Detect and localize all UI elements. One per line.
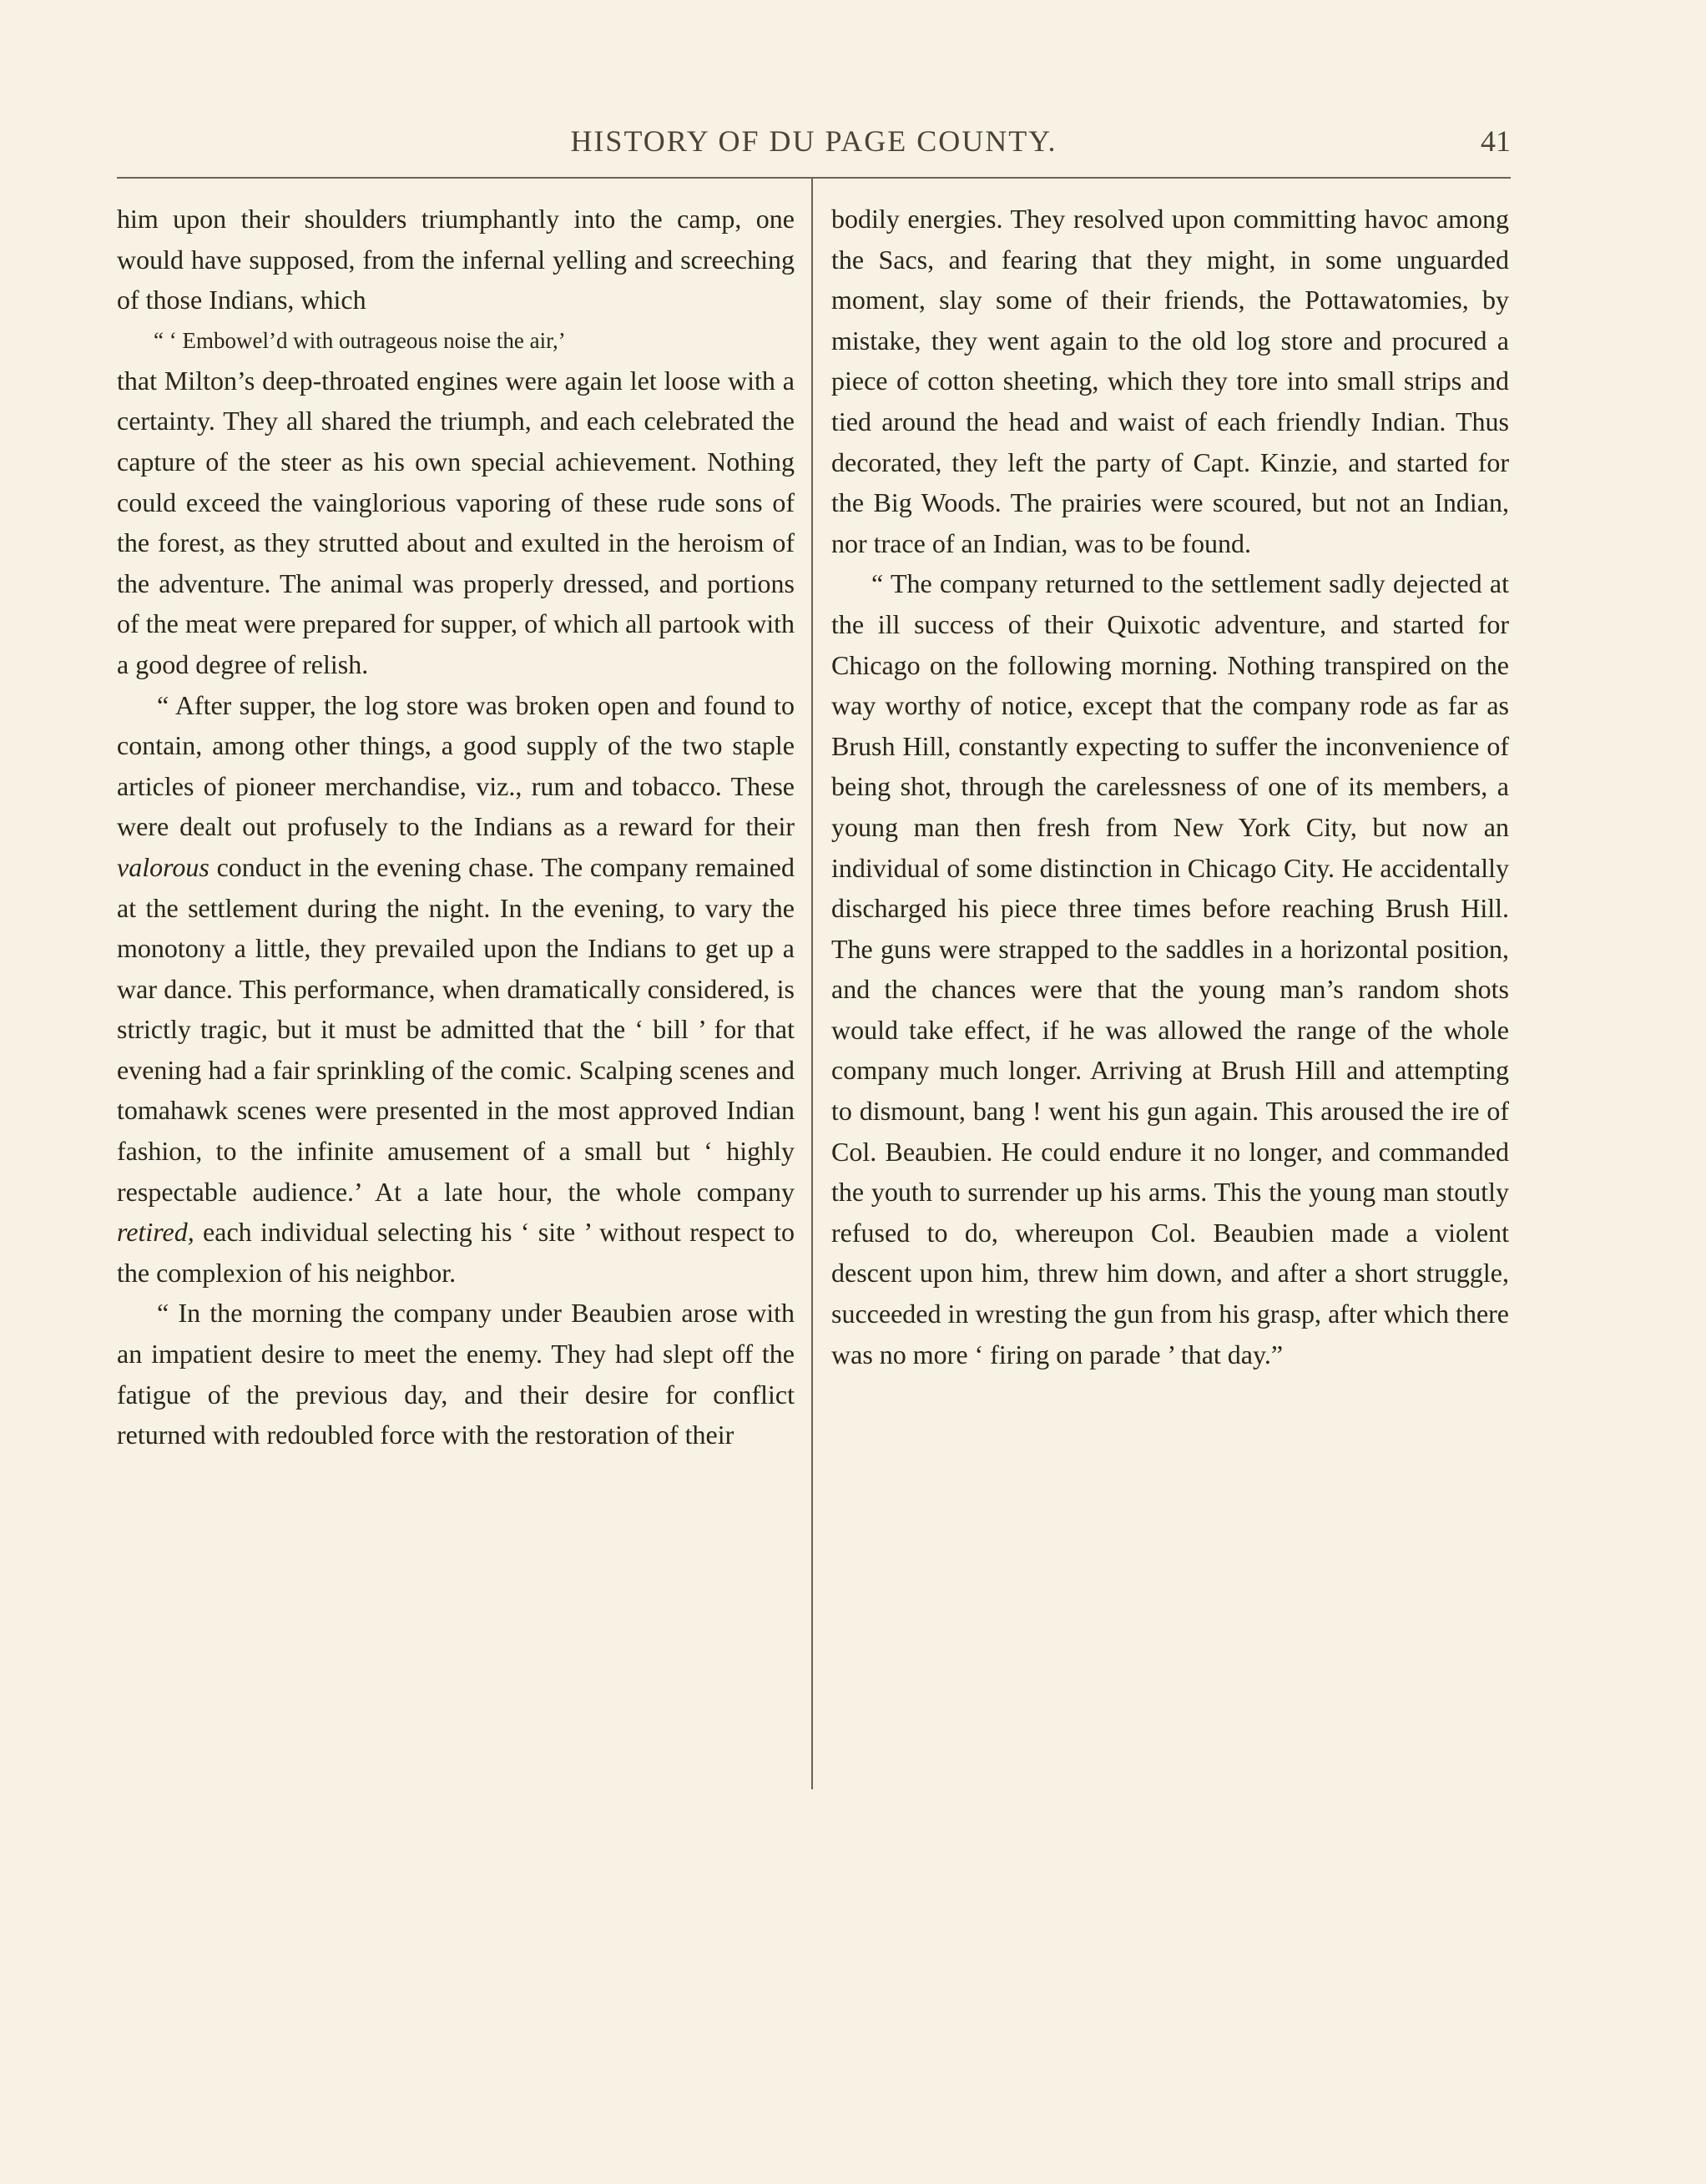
italic-word: valorous	[117, 851, 209, 882]
paragraph: him upon their shoulders triumphantly into the camp, one would have supposed, from the infernal yelling and screeching of those Indians, which	[117, 204, 795, 315]
paragraph: “ In the morning the company under Beaubien arose with an impatient desire to meet the enemy. They had slept off the fatigue of the previous day, and their desire for conflict returned with redoubled force with the restoration of their	[117, 1298, 795, 1450]
header-rule	[117, 177, 1511, 179]
left-column	[117, 199, 795, 1455]
column-divider	[811, 179, 813, 1789]
paragraph: that Milton’s deep-throated engines were again let loose with a certainty. They all shared the triumph, and each celebrated the capture of the steer as his own special achievement. Nothing could exceed the vainglorious vaporing of these rude sons of the forest, as they strutted about and exulted in the heroism of the adventure. The animal was properly dressed, and portions of the meat were prepared for supper, of which all partook with a good degree of relish.	[117, 365, 795, 679]
page-number: 41	[1481, 124, 1511, 158]
paragraph	[117, 685, 795, 1294]
running-head	[117, 124, 1511, 174]
paragraph: “ The company returned to the settlement sadly dejected at the ill success of their Quixotic adventure, and started for Chicago on the following morning. Nothing transpired on the way worthy of notice, except that the company rode as far as Brush Hill, constantly expecting to suffer the inconvenience of being shot, through the carelessness of one of its members, a young man then fresh from New York City, but now an individual of some distinction in Chicago City. He accidentally discharged his piece three times before reaching Brush Hill. The guns were strapped to the saddles in a horizontal position, and the chances were that the young man’s random shots would take effect, if he was allowed the range of the whole company much longer. Arriving at Brush Hill and attempting to dismount, bang ! went his gun again. This aroused the ire of Col. Beaubien. He could endure it no longer, and commanded the youth to surrender up his arms. This the young man stoutly refused to do, whereupon Col. Beaubien made a violent descent upon him, threw him down, and after a short struggle, succeeded in wresting the gun from his grasp, after which there was no more ‘ firing on parade ’ that day.”	[831, 568, 1509, 1369]
page-title: HISTORY OF DU PAGE COUNTY.	[570, 124, 1057, 158]
paragraph-text: each individual selecting his ‘ site ’ without respect to the complexion of his neighbor.	[117, 1217, 795, 1288]
paragraph-text: “ After supper, the log store was broken open and found to contain, among other things, a good supply of the two staple articles of pioneer merchandise, viz., rum and tobacco. These were dealt out profusely to the Indians as a reward for their	[117, 689, 795, 842]
right-column	[831, 199, 1509, 1374]
quotation: “ ‘ Embowel’d with outrageous noise the air,’	[154, 327, 566, 353]
italic-word: retired,	[117, 1217, 194, 1248]
paragraph: bodily energies. They resolved upon committing havoc among the Sacs, and fearing that they might, in some unguarded moment, slay some of their friends, the Pottawatomies, by mistake, they went again to the old log store and procured a piece of cotton sheeting, which they tore into small strips and tied around the head and waist of each friendly Indian. Thus decorated, they left the party of Capt. Kinzie, and started for the Big Woods. The prairies were scoured, but not an Indian, nor trace of an Indian, was to be found.	[831, 204, 1509, 558]
paragraph-text: conduct in the evening chase. The company remained at the settlement during the night. In the evening, to vary the monotony a little, they prevailed upon the Indians to get up a war dance. This performance, when dramatically considered, is strictly tragic, but it must be admitted that the ‘ bill ’ for that evening had a fair sprinkling of the comic. Scalping scenes and tomahawk scenes were presented in the most approved Indian fashion, to the infinite amusement of a small but ‘ highly respectable audience.’ At a late hour, the whole company	[117, 851, 795, 1207]
